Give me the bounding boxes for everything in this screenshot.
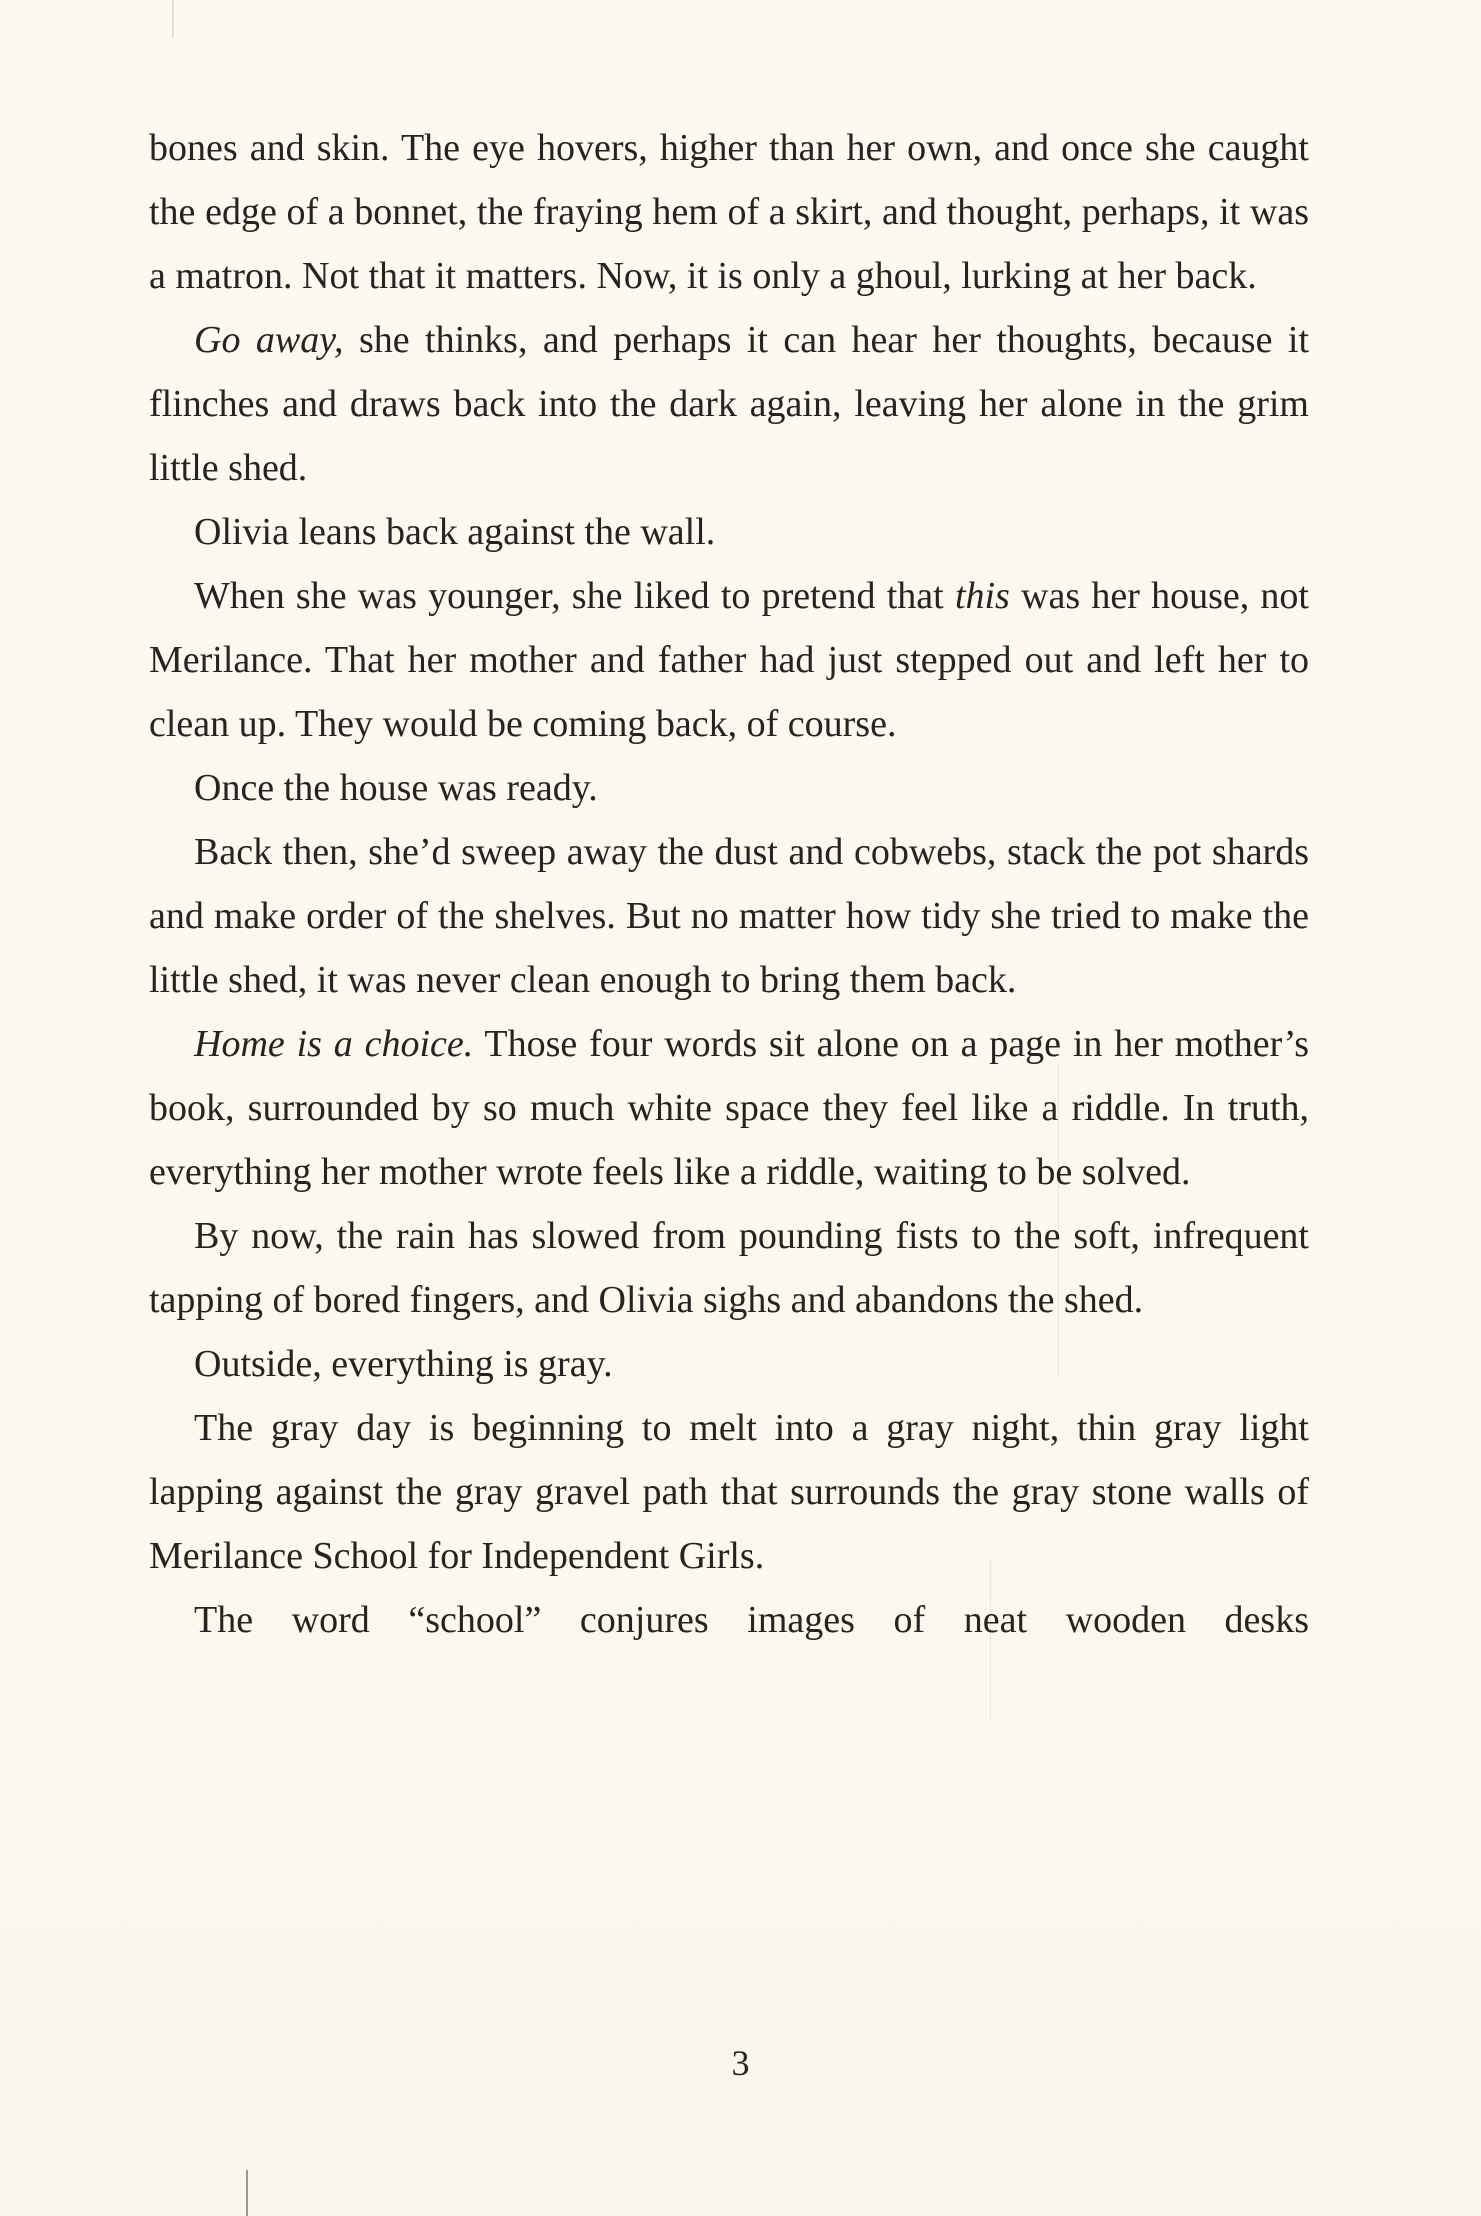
paragraph: bones and skin. The eye hovers, higher than her own, and once she caught the edge of a bonnet, the fraying hem of a skirt, and thought, perhaps, it was a matron. Not that it matters. Now, it is only a ghoul, lurking at her back.: [149, 127, 1309, 297]
paragraph: Back then, she’d sweep away the dust and cobwebs, stack the pot shards and make order of the shelves. But no matter how tidy she tried to make the little shed, it was never clean enough to bring them back.: [149, 831, 1309, 1001]
paragraph: By now, the rain has slowed from pounding fists to the soft, infrequent tapping of bored fingers, and Olivia sighs and abandons the shed.: [149, 1215, 1309, 1321]
paragraph: Outside, everything is gray.: [194, 1343, 613, 1385]
italic-phrase: Go away,: [194, 319, 344, 361]
body-text: [149, 116, 1309, 1652]
paragraph: Home is a choice. Those four words sit alone on a page in her mother’s book, surrounded by so much white space they feel like a riddle. In truth, everything her mother wrote feels like a riddle, waiting to be solved.: [149, 1023, 1309, 1193]
paragraph: Once the house was ready.: [194, 767, 598, 809]
paragraph: When she was younger, she liked to pretend that this was her house, not Merilance. That her mother and father had just stepped out and left her to clean up. They would be coming back, of course.: [149, 575, 1309, 745]
scan-artifact-mark: [246, 2170, 248, 2216]
paragraph: The gray day is beginning to melt into a gray night, thin gray light lapping against the gray gravel path that surrounds the gray stone walls of Merilance School for Independent Girls.: [149, 1407, 1309, 1577]
scan-artifact-mark: [172, 0, 174, 38]
paragraph: Go away, she thinks, and perhaps it can hear her thoughts, because it flinches and draws back into the dark again, leaving her alone in the grim little shed.: [149, 319, 1310, 489]
italic-phrase: this: [954, 575, 1010, 617]
italic-phrase: Home is a choice.: [194, 1023, 474, 1065]
paragraph: Olivia leans back against the wall.: [194, 511, 716, 553]
paragraph: The word “school” conjures images of neat wooden desks: [194, 1599, 1309, 1641]
page-number: 3: [731, 2043, 750, 2083]
